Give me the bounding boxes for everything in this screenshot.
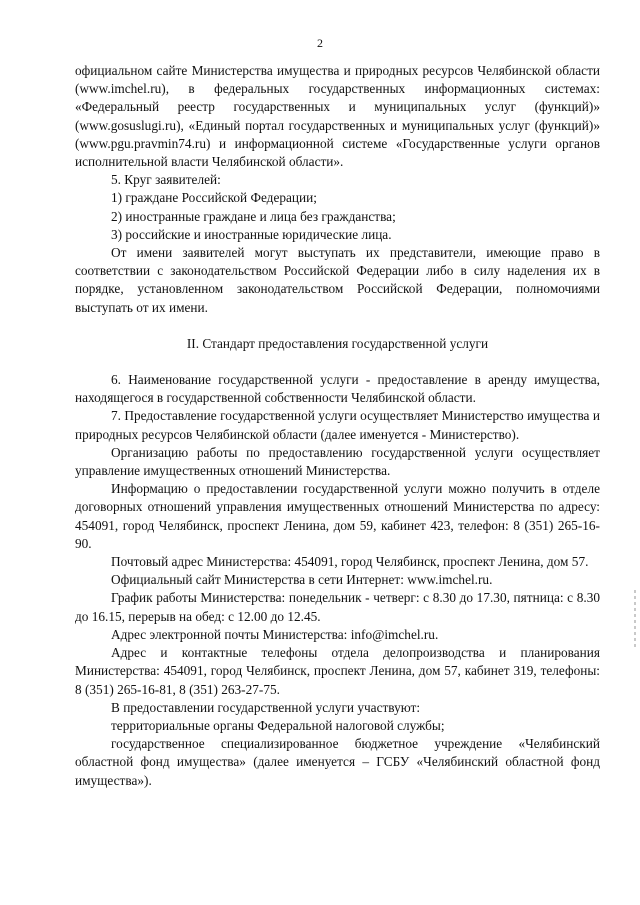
scan-edge-mark: [634, 590, 636, 650]
paragraph-applicants-legal-entities: 3) российские и иностранные юридические лица.: [111, 226, 392, 242]
paragraph-participant-property-fund: государственное специализированное бюджетное учреждение «Челябинский областной фонд имущества» (далее именуется – ГСБУ «Челябинский областной фонд имущества»).: [75, 736, 600, 788]
paragraph-website: Официальный сайт Министерства в сети Интернет: www.imchel.ru.: [111, 572, 493, 588]
paragraph-email: Адрес электронной почты Министерства: info@imchel.ru.: [111, 626, 439, 642]
paragraph-applicants-foreigners: 2) иностранные граждане и лица без гражданства;: [111, 208, 396, 224]
paragraph-representatives: От имени заявителей могут выступать их представители, имеющие право в соответствии с законодательством Российской Федерации либо в силу наделения их в порядке, установленном законодательством Российской Федерации, полномочиями выступать от их имени.: [75, 245, 600, 315]
paragraph-site-info: официальном сайте Министерства имущества и природных ресурсов Челябинской области (www.imchel.ru), в федеральных государственных информационных системах: «Федеральный реестр государственных и муниципальных услуг (функций)» (www.gosuslugi.ru), «Единый портал государственных и муниципальных услуг (функций)» (www.pgu.pravmin74.ru) и информационной системе «Государственные услуги органов исполнительной власти Челябинской области».: [75, 63, 600, 170]
paragraph-schedule: График работы Министерства: понедельник - четверг: с 8.30 до 17.30, пятница: с 8.30 до 16.15, перерыв на обед: с 12.00 до 12.45.: [75, 590, 600, 624]
paragraph-participant-tax-service: территориальные органы Федеральной налоговой службы;: [111, 717, 445, 733]
paragraph-applicants-title: 5. Круг заявителей:: [111, 172, 221, 188]
paragraph-postal-address: Почтовый адрес Министерства: 454091, город Челябинск, проспект Ленина, дом 57.: [111, 554, 589, 570]
paragraph-applicants-citizens: 1) граждане Российской Федерации;: [111, 190, 317, 206]
section-heading: II. Стандарт предоставления государственной услуги: [186, 335, 489, 351]
paragraph-info-contact: Информацию о предоставлении государственной услуги можно получить в отделе договорных отношений управления имущественных отношений Министерства по адресу: 454091, город Челябинск, проспект Ленина, дом 59, кабинет 423, телефон: 8 (351) 265-16-90.: [75, 481, 600, 551]
paragraph-service-provider: 7. Предоставление государственной услуги осуществляет Министерство имущества и природных ресурсов Челябинской области (далее именуется - Министерство).: [75, 408, 600, 442]
paragraph-participants-title: В предоставлении государственной услуги участвуют:: [111, 699, 421, 715]
page-number: 2: [317, 36, 323, 50]
paragraph-organization: Организацию работы по предоставлению государственной услуги осуществляет управление имущественных отношений Министерства.: [75, 444, 600, 479]
paragraph-records-department: Адрес и контактные телефоны отдела делопроизводства и планирования Министерства: 454091, город Челябинск, проспект Ленина, дом 57, кабинет 319, телефоны: 8 (351) 265-16-81, 8 (351) 263-27-75.: [75, 645, 600, 697]
paragraph-service-name: 6. Наименование государственной услуги - предоставление в аренду имущества, находящегося в государственной собственности Челябинской области.: [75, 372, 600, 406]
document-body: [75, 62, 600, 790]
